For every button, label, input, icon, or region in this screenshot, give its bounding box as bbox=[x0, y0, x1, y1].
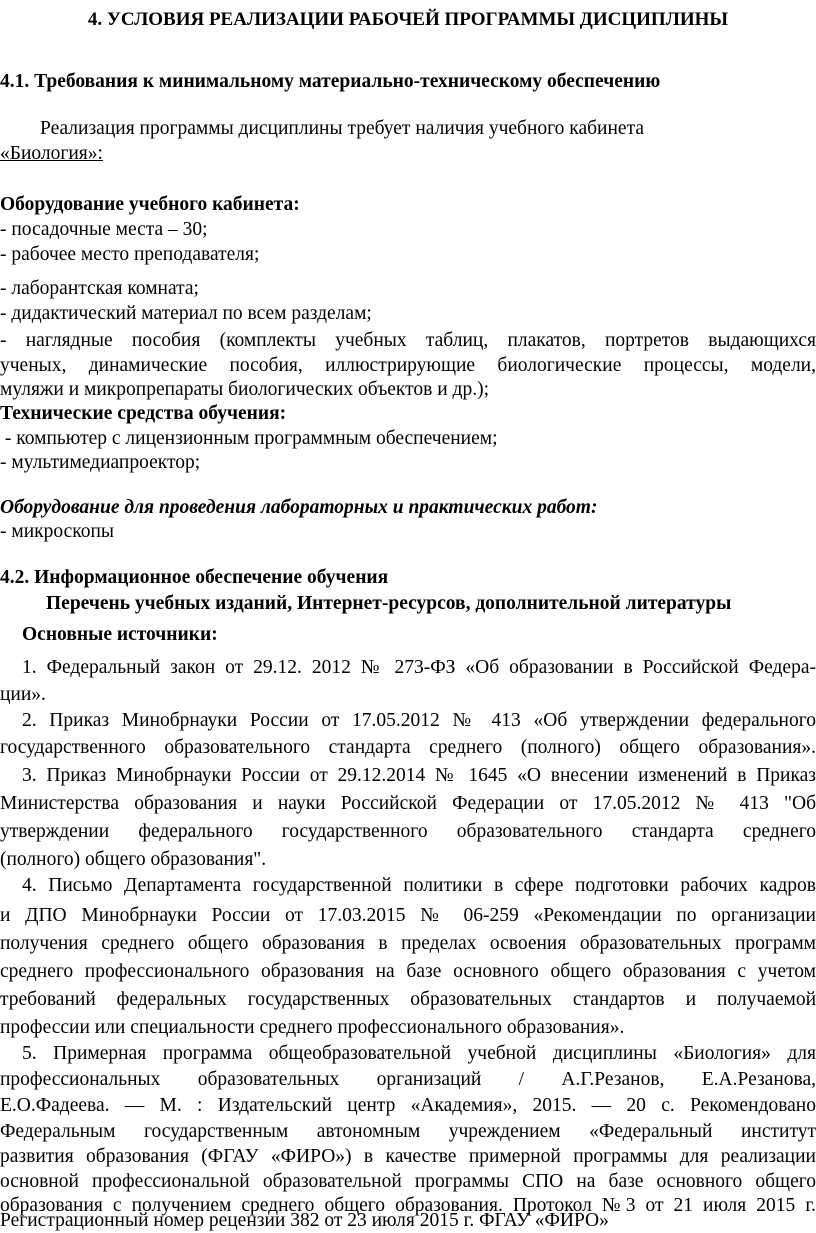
subsection-4-1-heading: 4.1. Требования к минимальному материально-техническому обеспечению bbox=[0, 71, 661, 92]
source-line: 2. Приказ Минобрнауки России от 17.05.2012 № 413 «Об утверждении федерального bbox=[22, 710, 816, 731]
tech-heading: Технические средства обучения: bbox=[0, 403, 287, 424]
literature-subheading: Перечень учебных изданий, Интернет-ресурсов, дополнительной литературы bbox=[46, 593, 732, 614]
tech-item: - компьютер с лицензионным программным обеспечением; bbox=[0, 428, 498, 449]
source-line: 5. Примерная программа общеобразовательной учебной дисциплины «Биология» для bbox=[22, 1043, 816, 1064]
source-line: профессии или специальности среднего профессионального образования». bbox=[0, 1017, 625, 1038]
visual-aids-line-2: ученых, динамические пособия, иллюстрирующие биологические процессы, модели, bbox=[0, 355, 816, 376]
source-line: 4. Письмо Департамента государственной политики в сфере подготовки рабочих кадров bbox=[22, 875, 816, 896]
source-line: Е.О.Фадеева. — М. : Издательский центр «Академия», 2015. — 20 с. Рекомендовано bbox=[0, 1095, 816, 1116]
source-line: 1. Федеральный закон от 29.12. 2012 № 273-ФЗ «Об образовании в Российской Федера- bbox=[22, 657, 816, 678]
intro-line-1: Реализация программы дисциплины требует наличия учебного кабинета bbox=[40, 118, 644, 139]
source-line: образования с получением среднего общего образования. Протокол №3 от 21 июля 2015 г. bbox=[0, 1195, 816, 1216]
equipment-item: - лаборантская комната; bbox=[0, 278, 199, 299]
source-line: государственного образовательного стандарта среднего (полного) общего образования». bbox=[0, 737, 816, 758]
visual-aids-line-3: муляжи и микропрепараты биологических объектов и др.); bbox=[0, 379, 490, 400]
source-line: профессиональных образовательных организаций / А.Г.Резанов, Е.А.Резанова, bbox=[0, 1069, 816, 1090]
source-line: и ДПО Минобрнауки России от 17.03.2015 № 06-259 «Рекомендации по организации bbox=[0, 905, 816, 926]
source-line: 3. Приказ Минобрнауки России от 29.12.2014 № 1645 «О внесении изменений в Приказ bbox=[22, 765, 816, 786]
section-title: 4. УСЛОВИЯ РЕАЛИЗАЦИИ РАБОЧЕЙ ПРОГРАММЫ ДИСЦИПЛИНЫ bbox=[87, 9, 729, 30]
source-line: Регистрационный номер рецензии 382 от 23 июля 2015 г. ФГАУ «ФИРО» bbox=[0, 1210, 609, 1231]
lab-heading: Оборудование для проведения лабораторных и практических работ: bbox=[0, 497, 598, 518]
source-line: основной профессиональной образовательной программы СПО на базе основного общего bbox=[0, 1171, 816, 1192]
equipment-heading: Оборудование учебного кабинета: bbox=[0, 194, 300, 215]
source-line: среднего профессионального образования на базе основного общего образования с учетом bbox=[0, 961, 816, 982]
source-line: ции». bbox=[0, 684, 46, 705]
equipment-item: - рабочее место преподавателя; bbox=[0, 244, 260, 265]
source-line: требований федеральных государственных образовательных стандартов и получаемой bbox=[0, 989, 816, 1010]
subsection-4-2-heading: 4.2. Информационное обеспечение обучения bbox=[0, 567, 389, 588]
source-line: утверждении федерального государственного образовательного стандарта среднего bbox=[0, 821, 816, 842]
source-line: развития образования (ФГАУ «ФИРО») в качестве примерной программы для реализации bbox=[0, 1146, 816, 1167]
equipment-item: - дидактический материал по всем разделам; bbox=[0, 303, 372, 324]
source-line: получения среднего общего образования в пределах освоения образовательных программ bbox=[0, 933, 816, 954]
sources-heading: Основные источники: bbox=[22, 624, 218, 645]
equipment-item: - посадочные места – 30; bbox=[0, 219, 208, 240]
source-line: (полного) общего образования". bbox=[0, 849, 267, 870]
tech-item: - мультимедиапроектор; bbox=[0, 452, 201, 473]
lab-item: - микроскопы bbox=[0, 521, 115, 542]
source-line: Министерства образования и науки Российской Федерации от 17.05.2012 № 413 "Об bbox=[0, 793, 816, 814]
source-line: Федеральным государственным автономным учреждением «Федеральный институт bbox=[0, 1121, 816, 1142]
visual-aids-line-1: - наглядные пособия (комплекты учебных таблиц, плакатов, портретов выдающихся bbox=[0, 330, 816, 351]
intro-line-2: «Биология»: bbox=[0, 143, 103, 164]
